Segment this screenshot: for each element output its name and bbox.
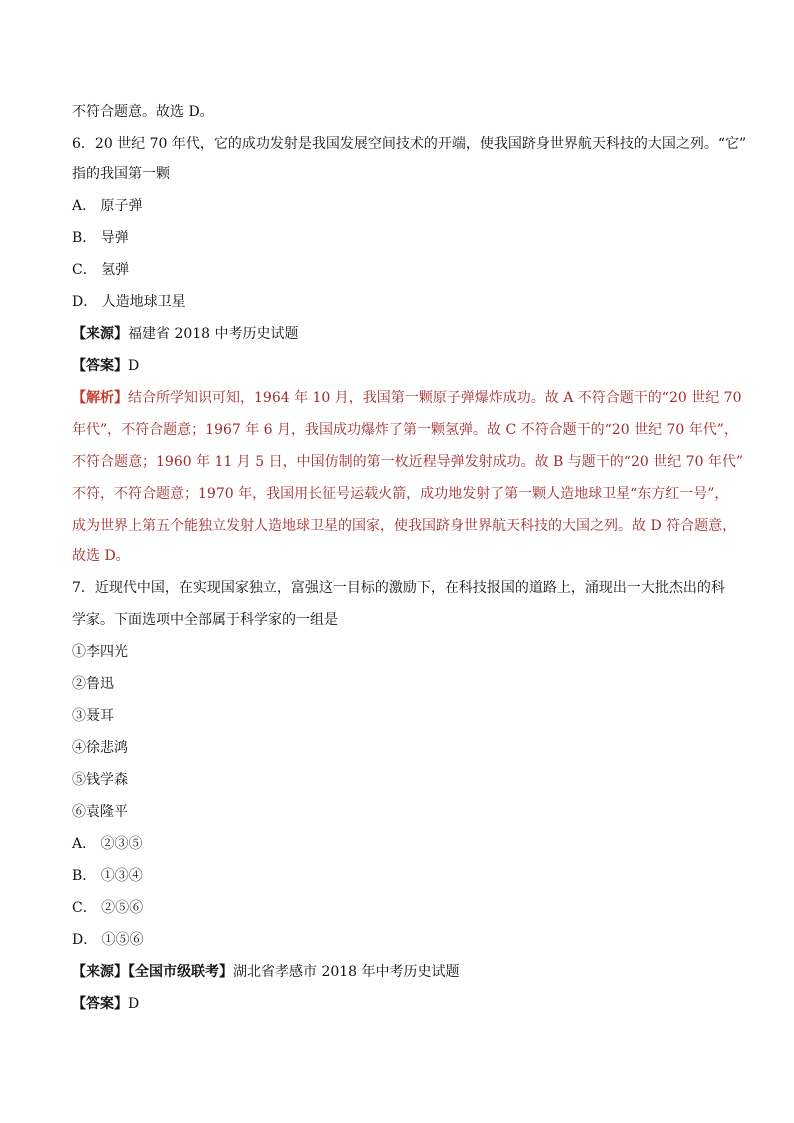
q6-answer	[72, 356, 139, 376]
q7-source	[72, 962, 460, 982]
q6-option-c: C． 氢弹	[72, 262, 130, 278]
q6-option-a: A． 原子弹	[72, 198, 143, 214]
q6-option-d: D． 人造地球卫星	[72, 294, 186, 310]
q6-answer-text: D	[128, 358, 140, 374]
q6-stem-line-2: 指的我国第一颗	[72, 166, 170, 182]
q7-option-c: C． ②⑤⑥	[72, 900, 144, 916]
q7-item-1: ①李四光	[72, 644, 128, 660]
q6-source-label: 【来源】	[72, 326, 128, 342]
q7-stem-line-1: 7．近现代中国，在实现国家独立，富强这一目标的激励下，在科技报国的道路上，涌现出一大批杰出的科	[72, 580, 725, 596]
q6-source-text: 福建省 2018 中考历史试题	[128, 326, 299, 342]
q7-item-5: ⑤钱学森	[72, 772, 128, 788]
q6-answer-label: 【答案】	[72, 358, 128, 374]
q6-analysis-line-4: 不符，不符合题意；1970 年，我国用长征号运载火箭，成功地发射了第一颗人造地球卫星“东方红一号”，	[72, 486, 729, 502]
q6-source	[72, 324, 299, 344]
q7-source-text: 湖北省孝感市 2018 年中考历史试题	[233, 964, 460, 980]
q7-option-b: B． ①③④	[72, 868, 143, 884]
q6-analysis-line-1	[72, 388, 742, 408]
q7-item-3: ③聂耳	[72, 708, 114, 724]
q7-answer	[72, 994, 139, 1014]
q6-analysis-line-6: 故选 D。	[72, 548, 130, 564]
q7-answer-text: D	[128, 996, 140, 1012]
q6-analysis-label: 【解析】	[72, 390, 128, 406]
q7-source-label: 【来源】【全国市级联考】	[72, 964, 233, 980]
q7-item-6: ⑥袁隆平	[72, 804, 128, 820]
q6-analysis-line-5: 成为世界上第五个能独立发射人造地球卫星的国家，使我国跻身世界航天科技的大国之列。故 D 符合题意，	[72, 518, 737, 534]
intro-line: 不符合题意。故选 D。	[72, 104, 214, 120]
q7-option-d: D． ①⑤⑥	[72, 932, 144, 948]
q7-item-2: ②鲁迅	[72, 676, 114, 692]
q7-stem-line-2: 学家。下面选项中全部属于科学家的一组是	[72, 612, 338, 628]
q6-analysis-line-2: 年代”，不符合题意；1967 年 6 月，我国成功爆炸了第一颗氢弹。故 C 不符合题干的“20 世纪 70 年代”，	[72, 422, 738, 438]
q6-option-b: B． 导弹	[72, 230, 129, 246]
q6-stem-line-1: 6．20 世纪 70 年代，它的成功发射是我国发展空间技术的开端，使我国跻身世界航天科技的大国之列。“它”	[72, 136, 747, 152]
q7-answer-label: 【答案】	[72, 996, 128, 1012]
q6-analysis-line-3: 不符合题意；1960 年 11 月 5 日，中国仿制的第一枚近程导弹发射成功。故 B 与题干的“20 世纪 70 年代”	[72, 454, 744, 470]
q7-option-a: A． ②③⑤	[72, 836, 143, 852]
q7-item-4: ④徐悲鸿	[72, 740, 128, 756]
q6-analysis-text-1: 结合所学知识可知，1964 年 10 月，我国第一颗原子弹爆炸成功。故 A 不符合题干的“20 世纪 70	[128, 390, 742, 406]
